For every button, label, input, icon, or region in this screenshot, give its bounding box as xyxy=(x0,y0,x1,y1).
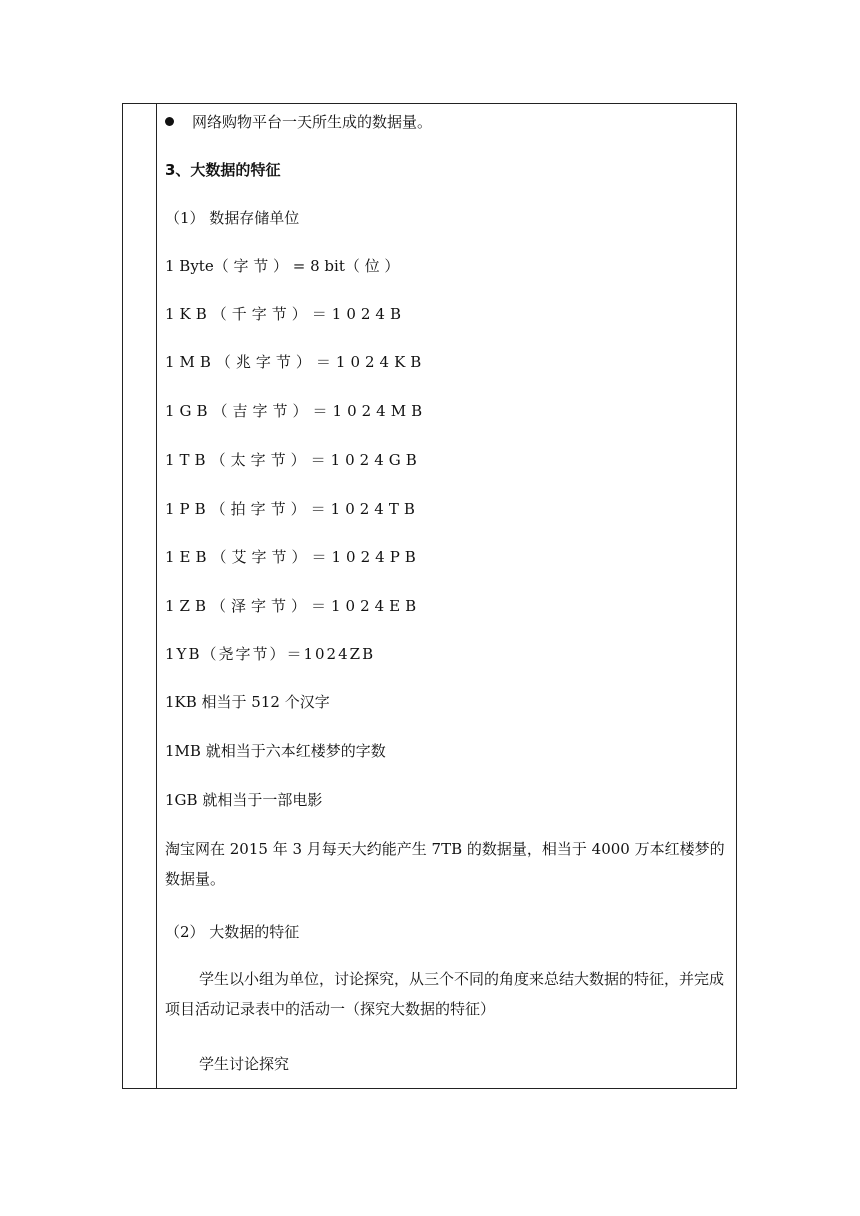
unit-line-mb: 1MB（兆字节）＝1024KB xyxy=(165,353,427,371)
taobao-paragraph: 淘宝网在 2015 年 3 月每天大约能产生 7TB 的数据量，相当于 4000 万本红楼梦的数据量。 xyxy=(165,840,725,888)
subsection-heading-storage-units: （1） 数据存储单位 xyxy=(165,209,300,227)
unit-line-byte: 1 Byte（ 字 节 ） = 8 bit（ 位 ） xyxy=(165,257,400,275)
equivalent-line-kb: 1KB 相当于 512 个汉字 xyxy=(165,693,330,711)
bullet-text: 网络购物平台一天所生成的数据量。 xyxy=(192,113,433,131)
unit-line-yb: 1YB（尧字节）＝1024ZB xyxy=(165,645,376,663)
bullet-item xyxy=(165,111,432,133)
unit-line-eb: 1EB（艾字节）＝1024PB xyxy=(165,548,421,566)
unit-line-pb: 1PB（拍字节）＝1024TB xyxy=(165,500,420,518)
bullet-icon xyxy=(165,117,174,126)
unit-line-zb: 1ZB（泽字节）＝1024EB xyxy=(165,597,422,615)
unit-line-kb: 1KB（千字节）＝1024B xyxy=(165,305,406,323)
unit-line-gb: 1GB（吉字节）＝1024MB xyxy=(165,402,428,420)
equivalent-line-mb: 1MB 就相当于六本红楼梦的字数 xyxy=(165,742,386,760)
section-heading: 3、大数据的特征 xyxy=(165,161,281,179)
activity-paragraph: 学生以小组为单位，讨论探究，从三个不同的角度来总结大数据的特征，并完成项目活动记录表中的活动一（探究大数据的特征） xyxy=(165,970,725,1018)
table-column-divider xyxy=(156,103,157,1089)
discussion-line: 学生讨论探究 xyxy=(199,1055,290,1073)
equivalent-line-gb: 1GB 就相当于一部电影 xyxy=(165,791,323,809)
unit-line-tb: 1TB（太字节）＝1024GB xyxy=(165,451,422,469)
subsection-heading-features: （2） 大数据的特征 xyxy=(165,923,300,941)
